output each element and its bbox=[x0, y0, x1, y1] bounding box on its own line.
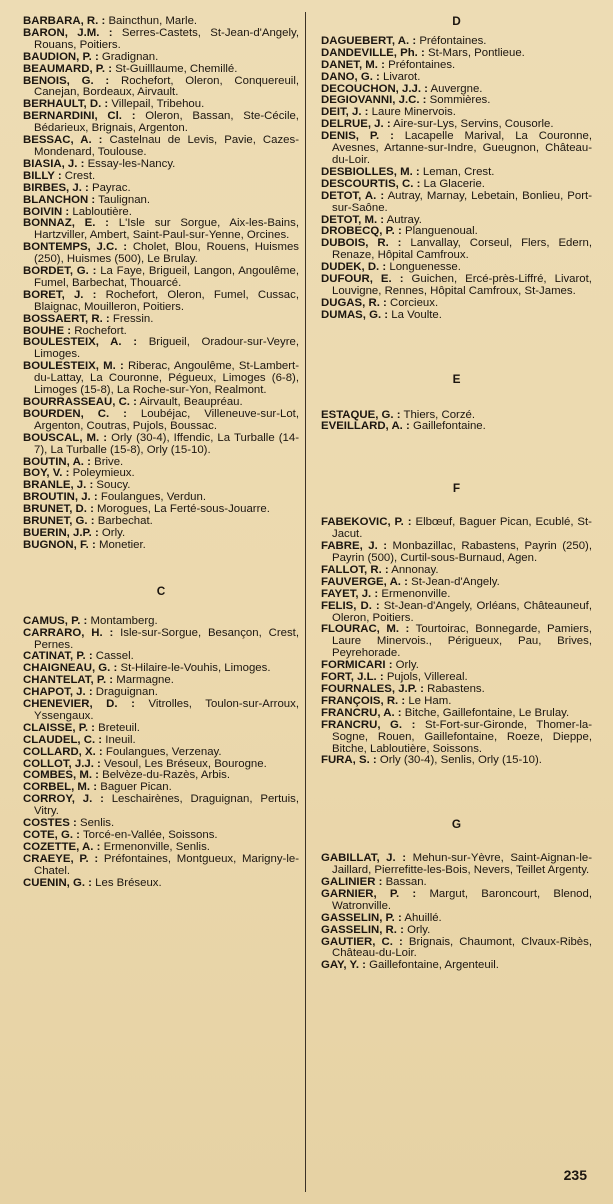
entry-name: CAMUS, P. : bbox=[23, 614, 88, 627]
index-entry bbox=[23, 28, 299, 52]
entry-places: Baincthun, Marle. bbox=[108, 15, 198, 27]
entry-places: Aire-sur-Lys, Servins, Cousorle. bbox=[393, 118, 554, 131]
index-entry bbox=[321, 274, 592, 298]
entry-places: Fressin. bbox=[112, 312, 154, 325]
right-column bbox=[321, 16, 592, 1184]
entry-name: COLLARD, X. : bbox=[23, 745, 103, 758]
entry-name: GASSELIN, P. : bbox=[321, 911, 402, 924]
entry-places: Orly. bbox=[101, 526, 126, 539]
entry-places: Auvergne. bbox=[430, 82, 483, 95]
entry-places: Préfontaines, Montgueux, Marigny-le-Chatel. bbox=[34, 852, 299, 877]
entry-name: BOURRASSEAU, C. : bbox=[23, 396, 137, 408]
entry-name: BENOIS, G. : bbox=[23, 74, 110, 87]
entry-name: FURA, S. : bbox=[321, 754, 377, 767]
entry-name: FAUVERGE, A. : bbox=[321, 575, 408, 588]
index-entry bbox=[321, 853, 592, 877]
index-entry bbox=[321, 601, 592, 625]
entry-name: DELRUE, J. : bbox=[321, 118, 391, 131]
entry-name: FRANCRU, A. : bbox=[321, 706, 402, 719]
entry-name: BORDET, G. : bbox=[23, 265, 97, 278]
entry-name: DUFOUR, E. : bbox=[321, 273, 404, 286]
entry-places: Planguenoual. bbox=[404, 225, 478, 238]
entry-name: BROUTIN, J. : bbox=[23, 491, 98, 504]
entry-places: Préfontaines. bbox=[419, 34, 487, 47]
entry-name: DUBOIS, R. : bbox=[321, 237, 402, 250]
entry-name: CHENEVIER, D. : bbox=[23, 698, 135, 711]
entry-places: Rochefort, Oleron, Conquereuil, Canejan, Bordeaux, Airvault. bbox=[34, 74, 300, 99]
entry-places: Longuenesse. bbox=[389, 261, 461, 274]
index-entry bbox=[321, 131, 592, 167]
entry-places: Brigueil, Oradour-sur-Veyre, Limoges. bbox=[34, 336, 299, 361]
entry-name: BONTEMPS, J.C. : bbox=[23, 241, 127, 254]
entry-name: DESBIOLLES, M. : bbox=[321, 165, 420, 178]
entry-places: Vesoul, Les Bréseux, Bourogne. bbox=[104, 757, 267, 770]
entry-places: Crest. bbox=[64, 169, 96, 182]
entry-name: FALLOT, R. : bbox=[321, 563, 389, 576]
entry-name: FABEKOVIC, P. : bbox=[321, 516, 412, 529]
section-letter: E bbox=[452, 371, 461, 386]
index-entry bbox=[23, 135, 299, 159]
section-letter: F bbox=[452, 481, 461, 496]
entry-name: DANET, M. : bbox=[321, 58, 385, 71]
entry-name: BOUSCAL, M. : bbox=[23, 431, 108, 444]
entry-name: DESCOURTIS, C. : bbox=[321, 177, 421, 190]
entry-places: St-Hilaire-le-Vouhis, Limoges. bbox=[120, 662, 271, 675]
index-entry bbox=[23, 794, 299, 818]
entry-places: Guichen, Ercé-près-Liffré, Livarot, Louvigne, Rennes, Hôpital Camfroux, St-James. bbox=[332, 273, 592, 297]
entry-places: Leschairènes, Draguignan, Pertuis, Vitry. bbox=[34, 793, 299, 818]
entry-name: DETOT, A. : bbox=[321, 189, 385, 202]
entry-name: FABRE, J. : bbox=[321, 540, 388, 553]
entry-name: BONNAZ, E. : bbox=[23, 217, 109, 230]
entry-name: BOURDEN, C. : bbox=[23, 407, 127, 420]
entry-name: BUGNON, F. : bbox=[23, 538, 96, 551]
page-number: 235 bbox=[563, 1167, 587, 1183]
entry-places: La Voulte. bbox=[391, 308, 442, 321]
index-entry bbox=[23, 361, 299, 397]
index-entry bbox=[23, 266, 299, 290]
entry-places: Ermenonville, Senlis. bbox=[103, 840, 210, 853]
entry-name: BARON, J.M. : bbox=[23, 26, 113, 39]
entry-name: FRANCRU, G. : bbox=[321, 718, 416, 731]
index-entry bbox=[23, 290, 299, 314]
entry-name: BUERIN, J.P. : bbox=[23, 526, 99, 539]
index-entry bbox=[23, 111, 299, 135]
entry-name: DAGUEBERT, A. : bbox=[321, 34, 417, 47]
entry-name: BRUNET, G. : bbox=[23, 515, 95, 528]
entry-name: DUGAS, R. : bbox=[321, 296, 387, 309]
entry-places: Préfontaines. bbox=[388, 58, 456, 71]
entry-places: Sommières. bbox=[429, 94, 491, 107]
index-entry bbox=[23, 218, 299, 242]
entry-places: St-Guilllaume, Chemillé. bbox=[115, 62, 238, 75]
entry-name: FOURNALES, J.P. : bbox=[321, 682, 424, 695]
entry-places: Brive. bbox=[94, 455, 124, 468]
entry-name: CHAPOT, J. : bbox=[23, 686, 93, 699]
entry-places: Lacapelle Marival, La Couronne, Avesnes, Artanne-sur-Indre, Gueugnon, Château-du-Loir. bbox=[332, 130, 592, 166]
entry-name: BEAUMARD, P. : bbox=[23, 62, 113, 75]
entry-places: Barbechat. bbox=[97, 515, 153, 528]
entry-name: COSTES : bbox=[23, 817, 77, 830]
entry-places: Gaillefontaine, Argenteuil. bbox=[369, 959, 499, 972]
entry-name: DANO, G. : bbox=[321, 70, 380, 83]
entry-places: Rochefort, Oleron, Fumel, Cussac, Blaignac, Mouilleron, Poitiers. bbox=[34, 288, 300, 313]
entry-places: St-Mars, Pontlieue. bbox=[427, 46, 525, 59]
section-letter: C bbox=[156, 583, 166, 598]
entry-places: Mehun-sur-Yèvre, Saint-Aignan-le-Jaillard, Pierrefitte-les-Bois, Nevers, Teillet Argenty. bbox=[332, 852, 592, 877]
entry-places: Oleron, Bassan, Ste-Cécile, Bédarieux, Brignais, Argenton. bbox=[34, 110, 299, 135]
entry-places: Gradignan. bbox=[101, 50, 159, 63]
entry-places: Livarot. bbox=[383, 70, 421, 83]
index-entry bbox=[23, 409, 299, 433]
entry-places: Poleymieux. bbox=[72, 467, 135, 480]
entry-name: GABILLAT, J. : bbox=[321, 852, 407, 865]
entry-name: COZETTE, A. : bbox=[23, 840, 101, 853]
index-entry bbox=[23, 628, 299, 652]
entry-places: Le Ham. bbox=[408, 694, 452, 707]
index-entry bbox=[23, 433, 299, 457]
entry-places: Leman, Crest. bbox=[422, 165, 495, 178]
entry-places: Lanvallay, Corseul, Flers, Edern, Renaze, Hôpital Camfroux. bbox=[332, 237, 593, 262]
entry-name: BOULESTEIX, M. : bbox=[23, 360, 124, 373]
index-entry bbox=[23, 540, 299, 552]
entry-places: Orly (30-4), Senlis, Orly (15-10). bbox=[379, 754, 542, 767]
entry-name: DEGIOVANNI, J.C. : bbox=[321, 94, 427, 107]
entry-places: Autray, Marnay, Lebetain, Bonlieu, Port-sur-Saône. bbox=[332, 189, 592, 214]
entry-places: Annonay. bbox=[391, 563, 439, 576]
entry-places: Foulangues, Verdun. bbox=[100, 491, 206, 504]
entry-places: Laure Minervois. bbox=[371, 106, 456, 119]
entry-name: BOIVIN : bbox=[23, 205, 70, 218]
entry-places: Ermenonville. bbox=[381, 587, 451, 600]
entry-name: COMBES, M. : bbox=[23, 769, 99, 782]
entry-places: Les Bréseux. bbox=[95, 876, 162, 889]
entry-name: CATINAT, P. : bbox=[23, 650, 93, 663]
entry-places: St-Jean-d'Angely. bbox=[411, 575, 500, 588]
entry-name: FORMICARI : bbox=[321, 659, 393, 672]
entry-name: BOUTIN, A. : bbox=[23, 455, 91, 468]
index-entry bbox=[321, 937, 592, 961]
entry-name: CHANTELAT, P. : bbox=[23, 674, 114, 687]
index-entry bbox=[321, 541, 592, 565]
entry-places: L'Isle sur Sorgue, Aix-les-Bains, Hartzviller, Ambert, Saint-Paul-sur-Yenne, Orcines. bbox=[34, 217, 299, 242]
column-divider bbox=[305, 12, 306, 1192]
entry-name: DENIS, P. : bbox=[321, 130, 394, 143]
index-entry bbox=[23, 242, 299, 266]
entry-name: EVEILLARD, A. : bbox=[321, 420, 410, 433]
entry-name: CUENIN, G. : bbox=[23, 876, 92, 889]
entry-places: Villepail, Tribehou. bbox=[111, 98, 205, 111]
section-letter: G bbox=[451, 817, 462, 832]
entry-places: Pujols, Villereal. bbox=[386, 671, 468, 684]
entry-places: Margut, Baroncourt, Blenod, Watronville. bbox=[332, 887, 592, 912]
entry-places: Belvèze-du-Razès, Arbis. bbox=[102, 769, 230, 782]
entry-places: Riberac, Angoulême, St-Lambert-du-Lattay, La Couronne, Pégueux, Limoges (6-8), Limoges (15-8), La Roche-sur-Yon, Realmont. bbox=[34, 360, 299, 397]
entry-name: BERHAULT, D. : bbox=[23, 98, 109, 111]
entry-name: FAYET, J. : bbox=[321, 587, 379, 600]
entry-name: CARRARO, H. : bbox=[23, 626, 114, 639]
entry-name: DEIT, J. : bbox=[321, 106, 369, 119]
entry-name: BILLY : bbox=[23, 169, 62, 182]
entry-places: La Faye, Brigueil, Langon, Angoulême, Fumel, Barbechat, Thouarcé. bbox=[34, 265, 299, 289]
entry-places: Essay-les-Nancy. bbox=[87, 157, 176, 170]
entry-places: Bitche, Gaillefontaine, Le Brulay. bbox=[404, 706, 570, 719]
entry-name: CLAISSE, P. : bbox=[23, 721, 95, 734]
entry-places: Rabastens. bbox=[427, 682, 485, 695]
entry-places: Baguer Pican. bbox=[100, 781, 172, 794]
section-letter: D bbox=[452, 14, 461, 28]
entry-name: COLLOT, J.J. : bbox=[23, 757, 101, 770]
entry-name: BOY, V. : bbox=[23, 467, 70, 480]
entry-places: St-Fort-sur-Gironde, Thomer-la-Sogne, Rouen, Gaillefontaine, Roeze, Dieppe, Bitche, Labloutière, Soissons. bbox=[332, 718, 592, 755]
index-entry bbox=[23, 854, 299, 878]
entry-name: BOUHE : bbox=[23, 324, 72, 337]
entry-name: GASSELIN, R. : bbox=[321, 923, 404, 936]
entry-places: Senlis. bbox=[79, 817, 115, 830]
entry-name: FRANÇOIS, R. : bbox=[321, 694, 406, 707]
entry-name: BIRBES, J. : bbox=[23, 181, 89, 194]
entry-name: ESTAQUE, G. : bbox=[321, 408, 401, 421]
entry-name: DUDEK, D. : bbox=[321, 261, 387, 274]
entry-places: Cholet, Blou, Rouens, Huismes (250), Huismes (500), Le Brulay. bbox=[34, 241, 299, 266]
entry-places: Brignais, Chaumont, Clvaux-Ribès, Château-du-Loir. bbox=[332, 935, 593, 960]
index-entry bbox=[321, 960, 592, 972]
entry-places: Airvault, Beaupréau. bbox=[139, 396, 243, 408]
index-entry bbox=[23, 337, 299, 361]
entry-name: GAY, Y. : bbox=[321, 959, 366, 972]
index-entry bbox=[321, 720, 592, 756]
entry-places: Orly. bbox=[395, 659, 419, 672]
entry-places: Ahuillé. bbox=[404, 911, 442, 924]
index-entry bbox=[23, 76, 299, 100]
entry-places: Draguignan. bbox=[95, 686, 158, 699]
entry-places: Taulignan. bbox=[98, 193, 151, 206]
entry-name: DANDEVILLE, Ph. : bbox=[321, 46, 425, 59]
entry-places: Cassel. bbox=[95, 650, 134, 663]
entry-places: Castelnau de Levis, Pavie, Cazes-Mondenard, Toulouse. bbox=[34, 134, 299, 158]
entry-places: Serres-Castets, St-Jean-d'Angely, Rouans, Poitiers. bbox=[34, 26, 299, 51]
entry-name: BOULESTEIX, A. : bbox=[23, 336, 138, 349]
entry-name: CLAUDEL, C. : bbox=[23, 733, 103, 746]
entry-places: Corcieux. bbox=[390, 296, 439, 309]
entry-places: Torcé-en-Vallée, Soissons. bbox=[82, 829, 218, 841]
entry-places: Montamberg. bbox=[90, 614, 158, 627]
entry-name: CRAEYE, P. : bbox=[23, 852, 99, 865]
entry-places: Ineuil. bbox=[105, 733, 136, 746]
index-entry bbox=[321, 421, 592, 433]
entry-name: BESSAC, A. : bbox=[23, 134, 103, 147]
index-entry bbox=[23, 699, 299, 723]
entry-name: CHAIGNEAU, G. : bbox=[23, 662, 118, 675]
entry-places: Elbœuf, Baguer Pican, Ecublé, St-Jacut. bbox=[332, 516, 592, 541]
index-entry bbox=[321, 238, 592, 262]
entry-name: GAUTIER, C. : bbox=[321, 935, 403, 948]
entry-places: Tourtoirac, Bonnegarde, Pamiers, Laure Minervois., Périgueux, Pau, Brives, Peyrehorade. bbox=[332, 623, 592, 660]
entry-name: BARBARA, R. : bbox=[23, 15, 106, 27]
index-entry bbox=[321, 624, 592, 660]
entry-name: FORT, J.L. : bbox=[321, 671, 384, 684]
entry-places: St-Jean-d'Angely, Orléans, Châteauneuf, Oleron, Poitiers. bbox=[332, 599, 592, 624]
entry-name: BRANLE, J. : bbox=[23, 479, 94, 492]
entry-places: Thiers, Corzé. bbox=[403, 408, 476, 421]
entry-places: Morogues, La Ferté-sous-Jouarre. bbox=[97, 503, 270, 516]
entry-name: GALINIER : bbox=[321, 876, 383, 889]
entry-name: FELIS, D. : bbox=[321, 599, 380, 612]
entry-name: DETOT, M. : bbox=[321, 213, 385, 226]
entry-places: Payrac. bbox=[92, 181, 131, 194]
entry-places: Monetier. bbox=[98, 538, 146, 551]
entry-places: Labloutière. bbox=[72, 205, 132, 218]
entry-places: Rochefort. bbox=[74, 324, 127, 337]
entry-name: BERNARDINI, Cl. : bbox=[23, 110, 136, 123]
entry-name: CORBEL, M. : bbox=[23, 781, 98, 794]
index-entry bbox=[321, 889, 592, 913]
entry-places: La Glacerie. bbox=[423, 177, 485, 190]
entry-name: BOSSAERT, R. : bbox=[23, 312, 110, 325]
entry-name: GARNIER, P. : bbox=[321, 887, 417, 900]
entry-places: Vitrolles, Toulon-sur-Arroux, Yssengaux. bbox=[34, 698, 299, 722]
entry-name: DROBECQ, P. : bbox=[321, 225, 402, 238]
entry-places: Loubéjac, Villeneuve-sur-Lot, Argenton, Coutras, Pujols, Boussac. bbox=[34, 407, 300, 432]
entry-name: COTE, G. : bbox=[23, 829, 80, 841]
index-entry bbox=[23, 878, 299, 890]
entry-places: Autray. bbox=[386, 213, 422, 226]
entry-name: BAUDION, P. : bbox=[23, 50, 99, 63]
entry-name: FLOURAC, M. : bbox=[321, 623, 410, 636]
entry-name: DECOUCHON, J.J. : bbox=[321, 82, 428, 95]
entry-name: DUMAS, G. : bbox=[321, 308, 389, 321]
index-entry bbox=[321, 517, 592, 541]
entry-places: Orly. bbox=[407, 923, 431, 936]
entry-name: BORET, J. : bbox=[23, 288, 97, 301]
index-entry bbox=[321, 755, 592, 767]
entry-places: Breteuil. bbox=[98, 721, 140, 734]
entry-name: BIASIA, J. : bbox=[23, 157, 85, 170]
entry-places: Marmagne. bbox=[116, 674, 174, 687]
entry-places: Foulangues, Verzenay. bbox=[105, 745, 222, 758]
entry-places: Bassan. bbox=[385, 876, 427, 889]
index-entry bbox=[321, 191, 592, 215]
entry-places: Monbazillac, Rabastens, Payrin (250), Payrin (500), Curtil-sous-Burnaud, Agen. bbox=[332, 540, 592, 564]
entry-places: Soucy. bbox=[96, 479, 131, 492]
entry-name: CORROY, J. : bbox=[23, 793, 104, 806]
index-entry bbox=[321, 310, 592, 322]
entry-name: BLANCHON : bbox=[23, 193, 96, 206]
entry-places: Gaillefontaine. bbox=[412, 420, 486, 433]
left-column bbox=[23, 16, 299, 1184]
entry-places: Isle-sur-Sorgue, Besançon, Crest, Pernes. bbox=[34, 626, 299, 651]
entry-places: Orly (30-4), Iffendic, La Turballe (14-7), La Turballe (15-8), Orly (15-10). bbox=[34, 431, 299, 456]
entry-name: BRUNET, D. : bbox=[23, 503, 94, 516]
